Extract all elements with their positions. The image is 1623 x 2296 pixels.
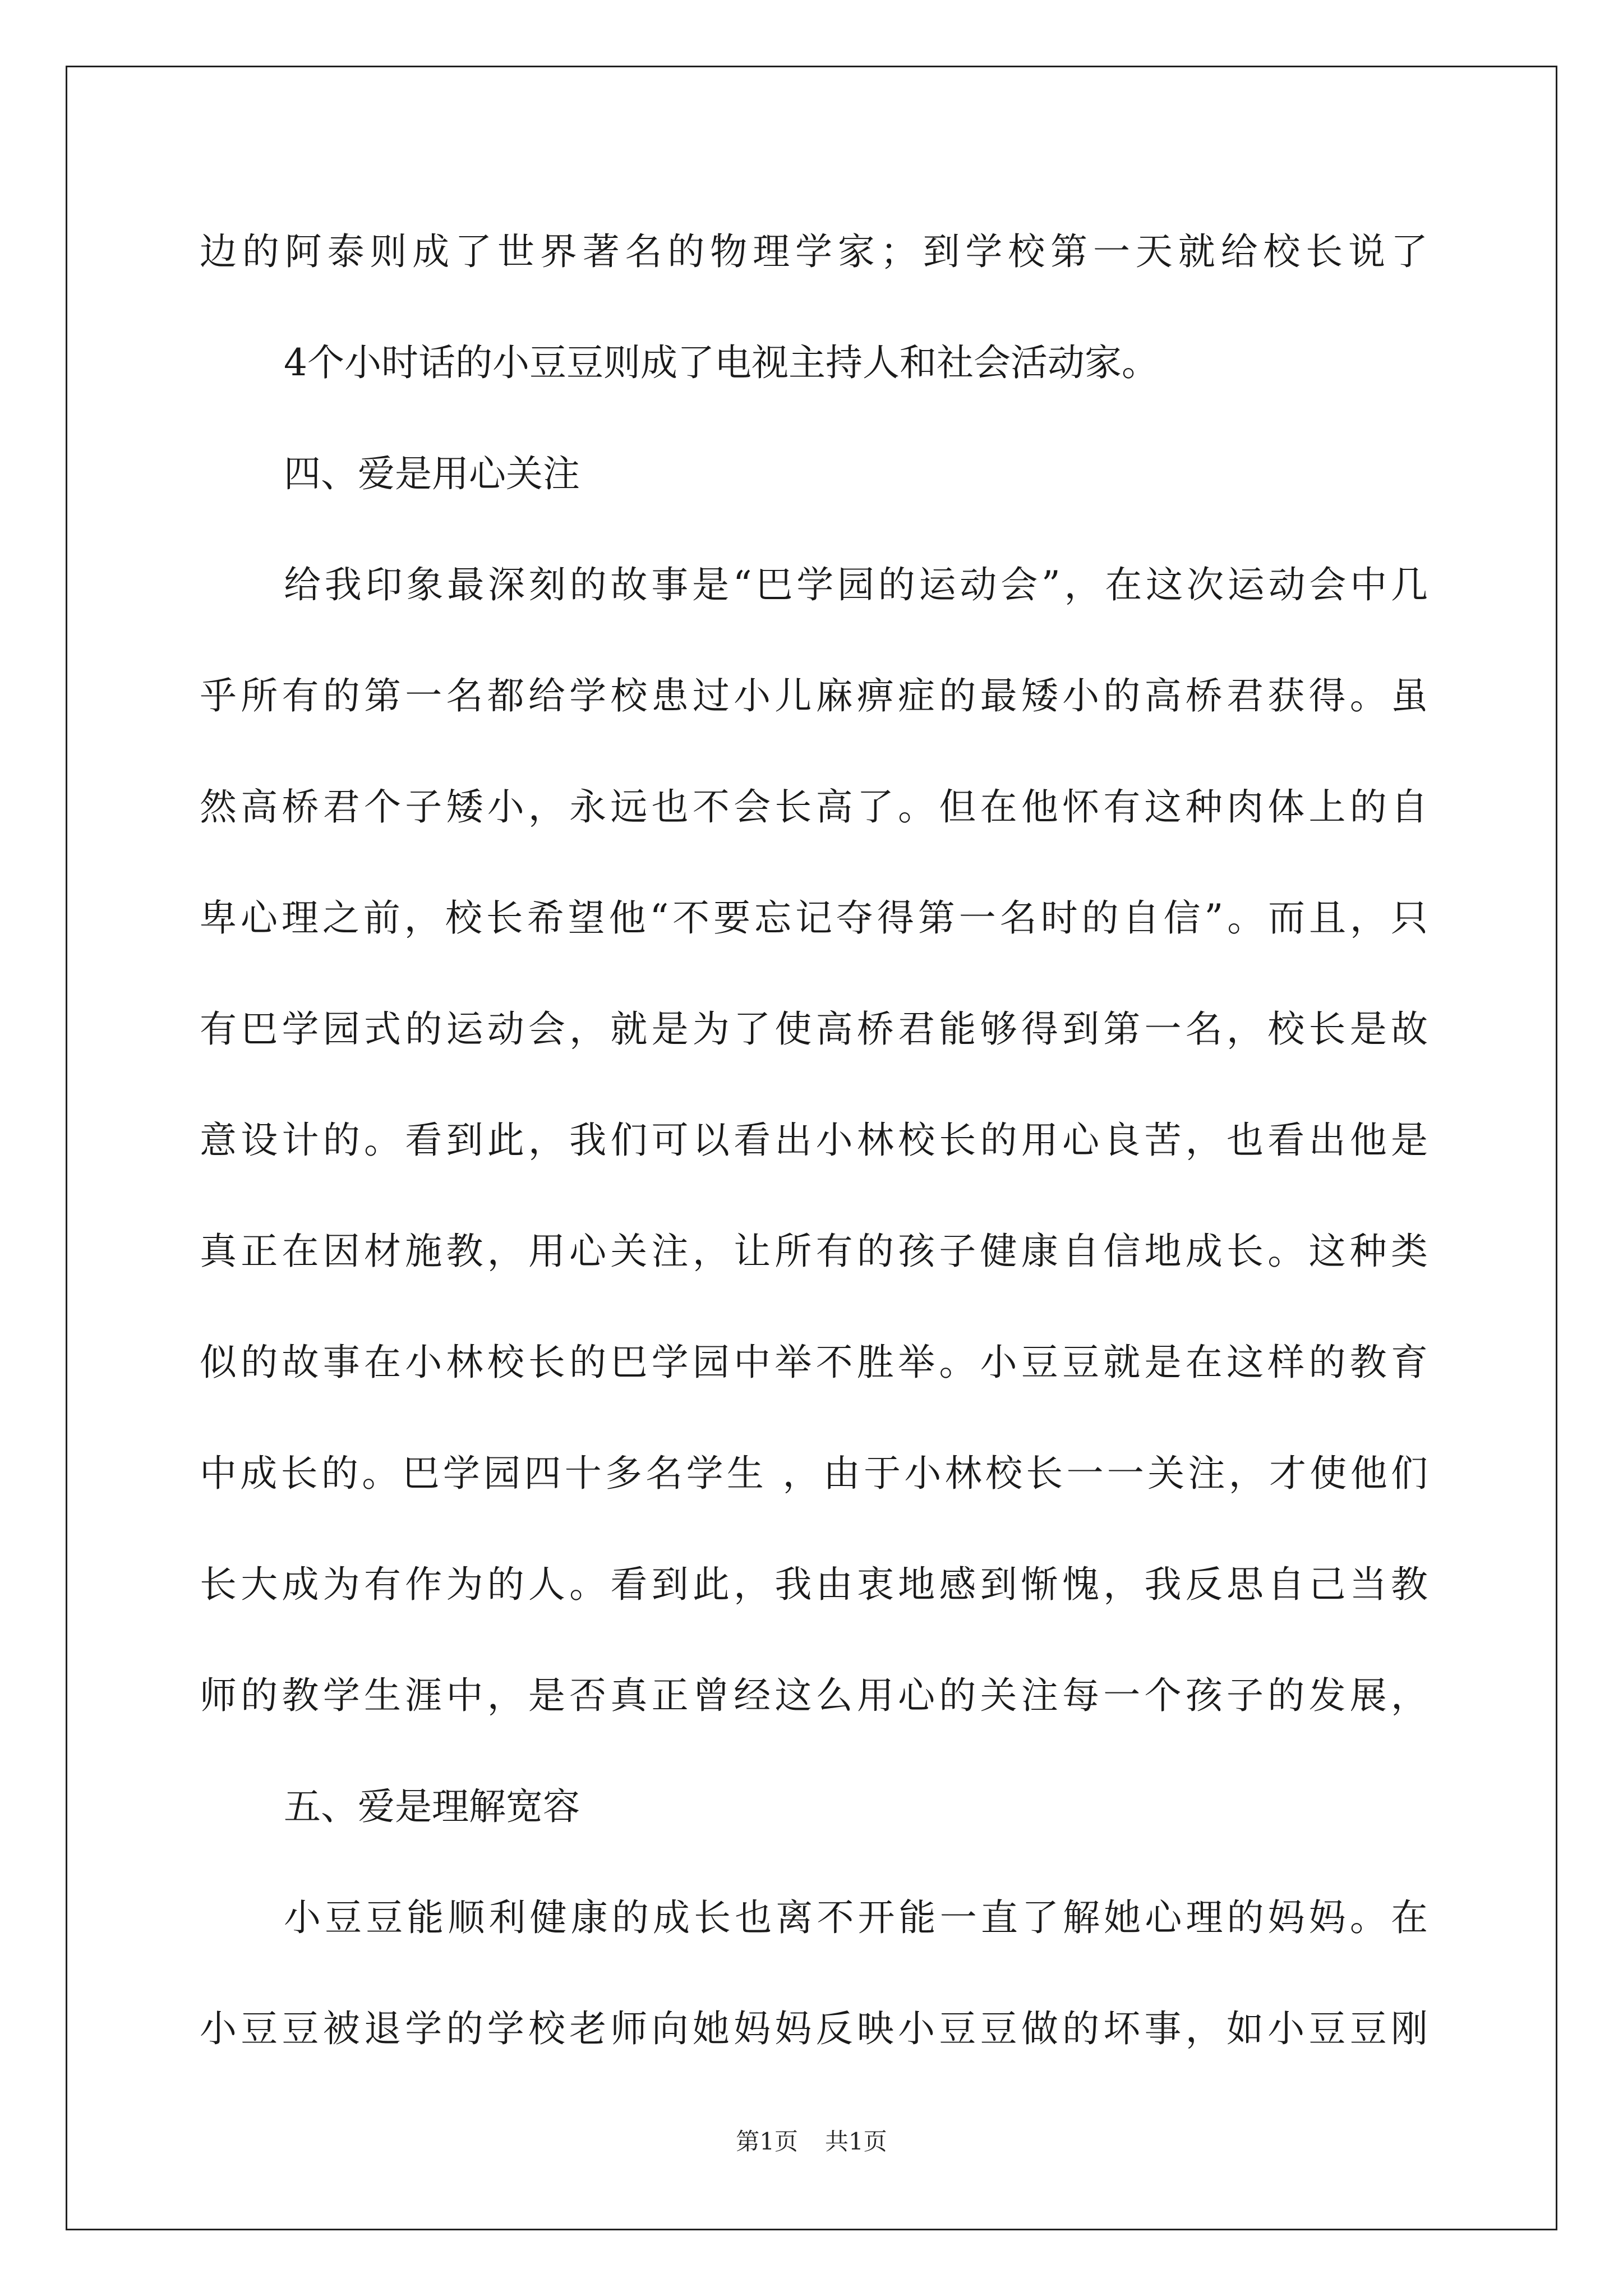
text-line: 长大成为有作为的人。看到此，我由衷地感到惭愧，我反思自己当教 [200, 1563, 1428, 1606]
text-line: 有巴学园式的运动会，就是为了使高桥君能够得到第一名，校长是故 [200, 1007, 1428, 1051]
page-number: 第1页 [736, 2128, 798, 2155]
text-line: 边的阿泰则成了世界著名的物理学家；到学校第一天就给校长说了 [200, 230, 1428, 273]
text-line: 4个小时话的小豆豆则成了电视主持人和社会活动家。 [284, 341, 1159, 384]
section-heading: 五、爱是理解宽容 [284, 1785, 580, 1828]
section-heading: 四、爱是用心关注 [284, 452, 580, 495]
text-line: 小豆豆能顺利健康的成长也离不开能一直了解她心理的妈妈。在 [284, 1896, 1428, 1939]
text-line: 中成长的。巴学园四十多名学生 ，由于小林校长一一关注，才使他们 [200, 1452, 1428, 1495]
text-line: 然高桥君个子矮小，永远也不会长高了。但在他怀有这种肉体上的自 [200, 785, 1428, 829]
text-line: 似的故事在小林校长的巴学园中举不胜举。小豆豆就是在这样的教育 [200, 1341, 1428, 1384]
text-line: 师的教学生涯中，是否真正曾经这么用心的关注每一个孩子的发展， [200, 1674, 1428, 1717]
text-line: 乎所有的第一名都给学校患过小儿麻痹症的最矮小的高桥君获得。虽 [200, 674, 1428, 717]
text-line: 意设计的。看到此，我们可以看出小林校长的用心良苦，也看出他是 [200, 1119, 1428, 1162]
page-total: 共1页 [825, 2128, 887, 2155]
text-line: 真正在因材施教，用心关注，让所有的孩子健康自信地成长。这种类 [200, 1230, 1428, 1273]
text-line: 给我印象最深刻的故事是“巴学园的运动会”，在这次运动会中几 [284, 563, 1428, 606]
text-line: 卑心理之前，校长希望他“不要忘记夺得第一名时的自信”。而且，只 [200, 896, 1428, 940]
text-line: 小豆豆被退学的学校老师向她妈妈反映小豆豆做的坏事，如小豆豆刚 [200, 2007, 1428, 2050]
page-footer [0, 2125, 1623, 2159]
document-body [200, 214, 1428, 2102]
